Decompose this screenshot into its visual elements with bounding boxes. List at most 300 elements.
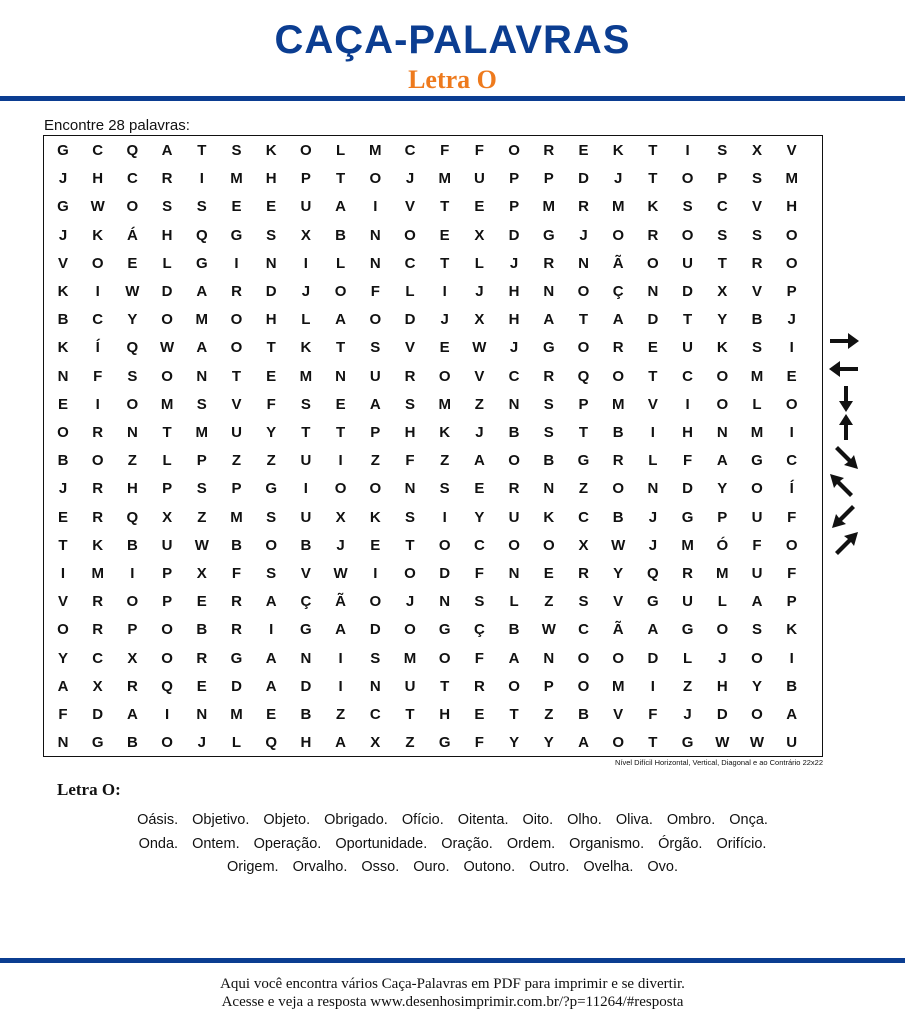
grid-letter: A — [196, 283, 208, 300]
grid-letter: P — [509, 170, 520, 188]
grid-letter: O — [369, 480, 382, 498]
grid-letter: R — [543, 142, 555, 159]
arrow-down-right-icon — [832, 443, 860, 471]
grid-letter: T — [162, 424, 172, 441]
grid-letter: K — [439, 424, 451, 441]
footer-line-2: Acesse e veja a resposta www.desenhosimprimir.com.br/?p=11264/#resposta — [221, 994, 684, 1010]
grid-letter: S — [751, 226, 762, 244]
grid-letter: R — [92, 508, 104, 526]
grid-letter: R — [126, 677, 138, 695]
grid-letter: L — [231, 734, 242, 752]
grid-letter: L — [405, 283, 415, 300]
grid-letter: S — [751, 621, 762, 639]
grid-letter: H — [439, 706, 451, 723]
word-item: Osso. — [361, 859, 400, 875]
grid-letter: O — [612, 649, 625, 667]
grid-letter: M — [681, 536, 694, 554]
grid-letter: C — [473, 536, 485, 554]
grid-letter: O — [751, 706, 763, 723]
grid-letter: M — [230, 170, 243, 188]
grid-letter: Z — [683, 677, 693, 695]
grid-letter: H — [508, 283, 520, 300]
grid-letter: E — [647, 339, 658, 357]
grid-letter: P — [162, 480, 173, 498]
grid-letter: R — [231, 621, 242, 639]
word-item: Outono. — [463, 859, 516, 875]
grid-letter: E — [231, 198, 242, 216]
grid-letter: N — [508, 395, 520, 413]
grid-letter: M — [299, 367, 313, 385]
grid-letter: O — [785, 254, 798, 272]
grid-letter: P — [543, 677, 554, 695]
grid-letter: Ã — [335, 593, 347, 611]
grid-letter: Y — [613, 565, 624, 582]
grid-letter: T — [336, 424, 346, 441]
grid-letter: D — [578, 170, 589, 188]
grid-letter: D — [682, 283, 694, 300]
grid-letter: G — [230, 226, 243, 244]
grid-letter: B — [543, 452, 555, 470]
grid-letter: M — [403, 649, 417, 667]
grid-letter: S — [370, 649, 381, 667]
grid-letter: V — [231, 395, 242, 413]
grid-letter: E — [266, 367, 277, 385]
grid-letter: N — [126, 424, 138, 441]
grid-letter: H — [265, 311, 277, 329]
grid-letter: G — [542, 339, 555, 357]
grid-letter: G — [230, 649, 243, 667]
grid-letter: C — [126, 170, 138, 188]
grid-letter: Q — [126, 142, 139, 159]
grid-letter: U — [300, 508, 312, 526]
grid-letter: C — [578, 508, 589, 526]
grid-letter: W — [194, 536, 209, 554]
word-item: Orvalho. — [292, 859, 348, 875]
grid-letter: Z — [440, 452, 450, 470]
grid-letter: O — [508, 142, 520, 159]
grid-letter: I — [165, 706, 170, 723]
word-item: Objeto. — [263, 812, 311, 828]
word-item: Órgão. — [658, 836, 703, 852]
grid-letter: V — [786, 142, 797, 159]
grid-letter: G — [265, 480, 278, 498]
grid-letter: O — [91, 254, 104, 272]
grid-letter: O — [785, 395, 798, 413]
grid-letter: J — [787, 311, 796, 329]
grid-letter: S — [300, 395, 311, 413]
grid-letter: O — [751, 480, 763, 498]
grid-letter: S — [266, 226, 277, 244]
grid-letter: A — [265, 649, 277, 667]
grid-letter: R — [751, 254, 763, 272]
grid-letter: D — [439, 565, 451, 582]
grid-letter: T — [648, 367, 658, 385]
grid-letter: Y — [127, 311, 138, 329]
grid-letter: O — [647, 254, 659, 272]
grid-letter: K — [92, 226, 104, 244]
grid-letter: Q — [265, 734, 278, 752]
grid-letter: O — [161, 734, 173, 752]
grid-letter: F — [752, 536, 762, 554]
grid-letter: P — [370, 424, 381, 441]
grid-letter: S — [717, 226, 728, 244]
grid-letter: L — [162, 254, 172, 272]
bottom-divider — [0, 958, 905, 963]
grid-letter: I — [442, 508, 447, 526]
grid-letter: Ç — [300, 593, 312, 611]
grid-letter: M — [750, 367, 764, 385]
grid-letter: I — [303, 254, 308, 272]
grid-letter: Z — [370, 452, 380, 470]
grid-letter: X — [751, 142, 762, 159]
top-divider — [0, 96, 905, 101]
grid-letter: V — [647, 395, 658, 413]
grid-letter: U — [473, 170, 485, 188]
grid-letter: E — [439, 226, 450, 244]
grid-letter: I — [373, 198, 378, 216]
grid-letter: E — [474, 480, 485, 498]
arrow-left-icon — [828, 358, 860, 380]
grid-letter: N — [57, 734, 69, 752]
grid-letter: N — [508, 565, 520, 582]
grid-letter: H — [404, 424, 416, 441]
grid-letter: A — [578, 734, 589, 752]
grid-letter: U — [369, 367, 381, 385]
grid-letter: E — [474, 198, 485, 216]
grid-letter: B — [126, 536, 138, 554]
grid-letter: J — [509, 254, 519, 272]
page-title: CAÇA-PALAVRAS — [274, 18, 631, 62]
grid-letter: O — [508, 536, 520, 554]
grid-letter: N — [196, 706, 208, 723]
grid-letter: U — [508, 508, 520, 526]
grid-letter: M — [195, 311, 209, 329]
grid-letter: Á — [126, 226, 138, 244]
grid-letter: W — [611, 536, 626, 554]
grid-letter: N — [716, 424, 728, 441]
grid-letter: P — [543, 170, 554, 188]
grid-letter: O — [334, 283, 347, 300]
grid-letter: L — [336, 142, 346, 159]
grid-letter: A — [335, 198, 347, 216]
grid-letter: V — [751, 198, 762, 216]
grid-letter: I — [650, 677, 655, 695]
arrow-up-icon — [836, 413, 856, 441]
arrow-up-left-icon — [828, 472, 856, 500]
grid-letter: C — [716, 198, 728, 216]
grid-letter: F — [440, 142, 450, 159]
word-item: Origem. — [226, 859, 279, 875]
grid-letter: D — [92, 706, 104, 723]
word-item: Ontem. — [192, 836, 240, 852]
grid-letter: I — [199, 170, 204, 188]
grid-letter: V — [613, 706, 624, 723]
grid-letter: I — [95, 283, 100, 300]
grid-letter: Y — [717, 480, 728, 498]
grid-letter: W — [90, 198, 105, 216]
word-item: Ordem. — [506, 836, 556, 852]
grid-letter: R — [92, 593, 104, 611]
grid-letter: P — [786, 283, 797, 300]
grid-letter: T — [231, 367, 242, 385]
grid-letter: S — [751, 170, 762, 188]
grid-letter: A — [369, 395, 381, 413]
grid-letter: O — [612, 367, 625, 385]
word-item: Organismo. — [569, 836, 645, 852]
grid-letter: E — [57, 395, 68, 413]
grid-letter: N — [369, 677, 381, 695]
grid-letter: J — [336, 536, 345, 554]
grid-letter: O — [161, 367, 173, 385]
grid-letter: P — [127, 621, 138, 639]
grid-letter: N — [300, 649, 312, 667]
grid-letter: A — [196, 339, 208, 357]
grid-letter: I — [685, 395, 690, 413]
word-item: Ofício. — [401, 812, 444, 828]
grid-letter: O — [716, 395, 729, 413]
grid-letter: W — [749, 734, 765, 752]
grid-letter: O — [369, 311, 382, 329]
grid-letter: T — [683, 311, 693, 329]
grid-letter: G — [647, 593, 659, 611]
grid-letter: O — [612, 226, 625, 244]
grid-letter: P — [162, 593, 173, 611]
grid-letter: S — [404, 395, 415, 413]
grid-letter: K — [647, 198, 659, 216]
grid-letter: O — [300, 142, 312, 159]
grid-letter: A — [543, 311, 555, 329]
grid-letter: L — [301, 311, 311, 329]
grid-letter: D — [508, 226, 520, 244]
grid-letter: M — [542, 198, 556, 216]
grid-letter: E — [266, 198, 277, 216]
grid-letter: X — [578, 536, 589, 554]
grid-letter: G — [751, 452, 763, 470]
grid-letter: I — [303, 480, 308, 498]
grid-letter: I — [338, 452, 343, 470]
grid-letter: O — [161, 649, 173, 667]
grid-letter: C — [92, 311, 104, 329]
grid-letter: G — [195, 254, 208, 272]
grid-letter: O — [438, 536, 451, 554]
grid-letter: O — [161, 621, 173, 639]
grid-letter: O — [681, 226, 694, 244]
grid-letter: V — [57, 254, 68, 272]
grid-letter: A — [335, 734, 347, 752]
grid-letter: W — [541, 621, 556, 639]
grid-letter: N — [335, 367, 347, 385]
grid-letter: P — [231, 480, 242, 498]
grid-letter: J — [405, 593, 415, 611]
grid-letter: G — [57, 142, 69, 159]
grid-letter: Z — [578, 480, 589, 498]
grid-letter: F — [93, 367, 103, 385]
grid-letter: A — [612, 311, 624, 329]
grid-letter: X — [717, 283, 728, 300]
footer-line-1: Aqui você encontra vários Caça-Palavras em PDF para imprimir e se divertir. — [220, 976, 685, 992]
grid-letter: N — [543, 480, 555, 498]
grid-letter: X — [474, 311, 485, 329]
grid-letter: A — [786, 706, 798, 723]
word-item: Ovelha. — [583, 859, 634, 875]
grid-letter: A — [716, 452, 728, 470]
grid-letter: R — [543, 254, 555, 272]
grid-letter: E — [196, 593, 207, 611]
grid-letter: T — [266, 339, 276, 357]
grid-letter: Q — [161, 677, 173, 695]
grid-letter: X — [92, 677, 103, 695]
grid-letter: M — [716, 565, 729, 582]
word-item: Oportunidade. — [335, 836, 428, 852]
grid-letter: D — [369, 621, 381, 639]
grid-letter: Z — [405, 734, 415, 752]
word-list-line — [0, 812, 905, 828]
grid-letter: Ç — [612, 283, 624, 300]
grid-letter: O — [577, 339, 590, 357]
grid-letter: T — [578, 424, 589, 441]
grid-letter: N — [543, 649, 555, 667]
grid-letter: S — [127, 367, 138, 385]
grid-letter: J — [475, 283, 484, 300]
grid-letter: O — [404, 226, 416, 244]
grid-letter: E — [370, 536, 381, 554]
word-item: Ovo. — [647, 859, 679, 875]
grid-letter: F — [474, 565, 484, 582]
grid-letter: Z — [266, 452, 276, 470]
grid-letter: R — [404, 367, 416, 385]
grid-letter: E — [786, 367, 797, 385]
grid-letter: F — [787, 565, 797, 582]
grid-letter: X — [127, 649, 138, 667]
grid-letter: D — [265, 283, 277, 300]
grid-letter: Q — [126, 339, 139, 357]
grid-letter: A — [126, 706, 138, 723]
grid-letter: T — [648, 170, 658, 188]
grid-letter: D — [716, 706, 728, 723]
grid-letter: M — [785, 170, 798, 188]
grid-letter: R — [473, 677, 485, 695]
grid-letter: M — [195, 424, 209, 441]
grid-letter: T — [336, 170, 346, 188]
grid-letter: A — [473, 452, 485, 470]
grid-letter: J — [58, 480, 68, 498]
grid-letter: J — [509, 339, 519, 357]
grid-letter: F — [474, 142, 484, 159]
grid-letter: J — [58, 226, 68, 244]
grid-letter: O — [681, 170, 694, 188]
grid-letter: O — [438, 649, 451, 667]
grid-letter: M — [611, 395, 625, 413]
grid-letter: O — [126, 198, 139, 216]
grid-letter: H — [786, 198, 798, 216]
grid-letter: S — [196, 480, 207, 498]
grid-letter: T — [405, 706, 415, 723]
grid-letter: F — [474, 649, 484, 667]
grid-letter: O — [57, 424, 69, 441]
grid-letter: F — [474, 734, 484, 752]
grid-letter: A — [335, 621, 347, 639]
grid-letter: R — [612, 339, 624, 357]
grid-letter: S — [231, 142, 242, 159]
grid-letter: K — [57, 339, 69, 357]
grid-letter: K — [92, 536, 104, 554]
grid-letter: E — [57, 508, 68, 526]
grid-letter: E — [474, 706, 485, 723]
grid-letter: P — [578, 395, 589, 413]
grid-letter: R — [578, 565, 589, 582]
grid-letter: C — [369, 706, 381, 723]
grid-letter: U — [404, 677, 416, 695]
word-item: Oliva. — [615, 812, 653, 828]
word-item: Oásis. — [137, 812, 179, 828]
grid-letter: L — [474, 254, 484, 272]
grid-letter: B — [300, 706, 312, 723]
grid-letter: S — [196, 395, 207, 413]
grid-letter: R — [92, 424, 104, 441]
grid-letter: O — [612, 734, 625, 752]
grid-letter: S — [543, 395, 554, 413]
grid-letter: N — [647, 480, 659, 498]
grid-letter: O — [404, 621, 416, 639]
grid-letter: S — [404, 508, 415, 526]
grid-letter: I — [373, 565, 378, 582]
grid-letter: Í — [95, 339, 100, 357]
grid-letter: I — [789, 339, 794, 357]
grid-letter: I — [338, 649, 343, 667]
grid-letter: D — [161, 283, 173, 300]
grid-letter: B — [196, 621, 208, 639]
grid-letter: J — [614, 170, 623, 188]
grid-letter: C — [92, 142, 104, 159]
grid-letter: B — [57, 311, 69, 329]
grid-letter: F — [58, 706, 68, 723]
grid-letter: S — [196, 198, 207, 216]
grid-letter: Y — [474, 508, 485, 526]
grid-letter: K — [57, 283, 69, 300]
grid-letter: P — [717, 170, 728, 188]
grid-letter: F — [787, 508, 797, 526]
grid-letter: A — [265, 593, 277, 611]
word-item: Objetivo. — [192, 812, 250, 828]
grid-letter: U — [231, 424, 242, 441]
grid-letter: B — [300, 536, 312, 554]
grid-letter: M — [160, 395, 174, 413]
grid-letter: Y — [717, 311, 728, 329]
grid-letter: G — [542, 226, 555, 244]
grid-letter: G — [438, 621, 451, 639]
grid-letter: O — [577, 677, 590, 695]
grid-letter: G — [91, 734, 104, 752]
grid-letter: I — [130, 565, 135, 582]
grid-letter: A — [265, 677, 277, 695]
grid-letter: R — [92, 480, 104, 498]
grid-letter: U — [161, 536, 173, 554]
grid-letter: D — [300, 677, 312, 695]
grid-letter: S — [578, 593, 589, 611]
grid-letter: W — [160, 339, 175, 357]
grid-letter: N — [578, 254, 589, 272]
word-item: Ouro. — [413, 859, 450, 875]
grid-letter: P — [509, 198, 520, 216]
grid-letter: V — [751, 283, 762, 300]
grid-letter: T — [301, 424, 311, 441]
grid-letter: G — [681, 621, 694, 639]
grid-letter: P — [786, 593, 797, 611]
grid-letter: X — [300, 226, 311, 244]
word-item: Oração. — [441, 836, 493, 852]
grid-letter: D — [682, 480, 694, 498]
grid-letter: O — [230, 339, 243, 357]
